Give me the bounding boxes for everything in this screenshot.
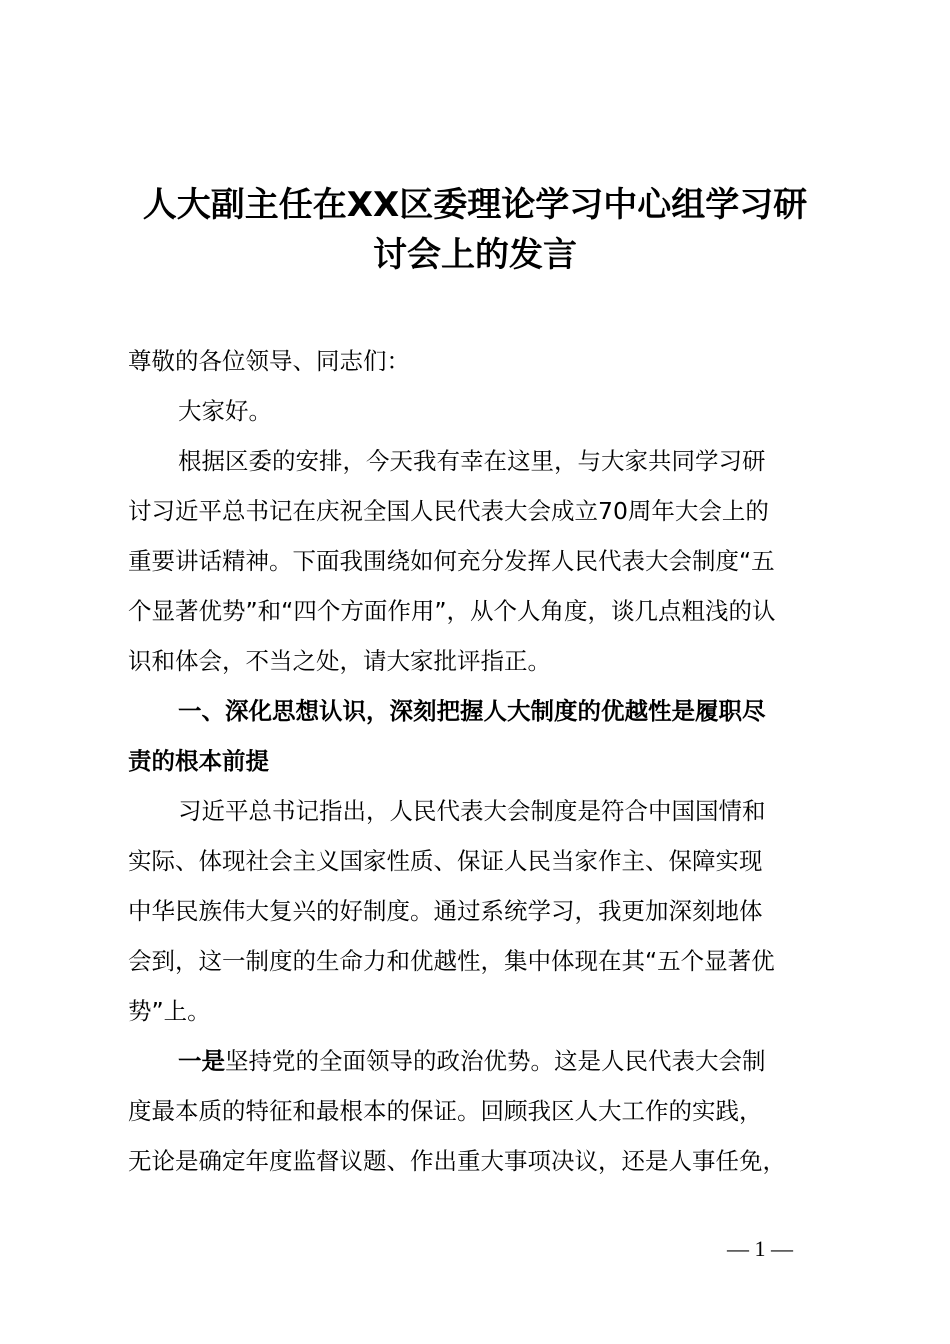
paragraph-line: 个显著优势”和“四个方面作用”，从个人角度，谈几点粗浅的认 (128, 597, 776, 625)
paragraph-line: 度最本质的特征和最根本的保证。回顾我区人大工作的实践， (128, 1097, 763, 1125)
paragraph-line: 讨习近平总书记在庆祝全国人民代表大会成立70周年大会上的 (128, 497, 769, 525)
greeting-line: 大家好。 (178, 397, 272, 425)
title-line-2: 讨会上的发言 (373, 235, 577, 275)
section-heading-line: 一、深化思想认识，深刻把握人大制度的优越性是履职尽 (178, 697, 766, 725)
paragraph-line: 势”上。 (128, 997, 211, 1025)
paragraph-text: 坚持党的全面领导的政治优势。这是人民代表大会制 (225, 1047, 766, 1075)
paragraph-line: 根据区委的安排，今天我有幸在这里，与大家共同学习研 (178, 447, 766, 475)
section-heading-line: 责的根本前提 (128, 747, 269, 775)
title-line-1: 人大副主任在XX区委理论学习中心组学习研 (142, 185, 808, 225)
paragraph-line: 习近平总书记指出，人民代表大会制度是符合中国国情和 (178, 797, 766, 825)
paragraph-line: 识和体会，不当之处，请大家批评指正。 (128, 647, 551, 675)
page-number: — 1 — (727, 1236, 793, 1261)
bold-prefix: 一是 (178, 1047, 225, 1075)
paragraph-line (128, 1036, 833, 1086)
salutation: 尊敬的各位领导、同志们： (128, 347, 410, 375)
paragraph-line: 无论是确定年度监督议题、作出重大事项决议，还是人事任免， (128, 1147, 786, 1175)
document-body (128, 336, 833, 1186)
paragraph-line: 实际、体现社会主义国家性质、保证人民当家作主、保障实现 (128, 847, 763, 875)
paragraph-line: 中华民族伟大复兴的好制度。通过系统学习，我更加深刻地体 (128, 897, 763, 925)
document-title (110, 180, 840, 280)
paragraph-line: 会到，这一制度的生命力和优越性，集中体现在其“五个显著优 (128, 947, 775, 975)
paragraph-line: 重要讲话精神。下面我围绕如何充分发挥人民代表大会制度“五 (128, 547, 775, 575)
